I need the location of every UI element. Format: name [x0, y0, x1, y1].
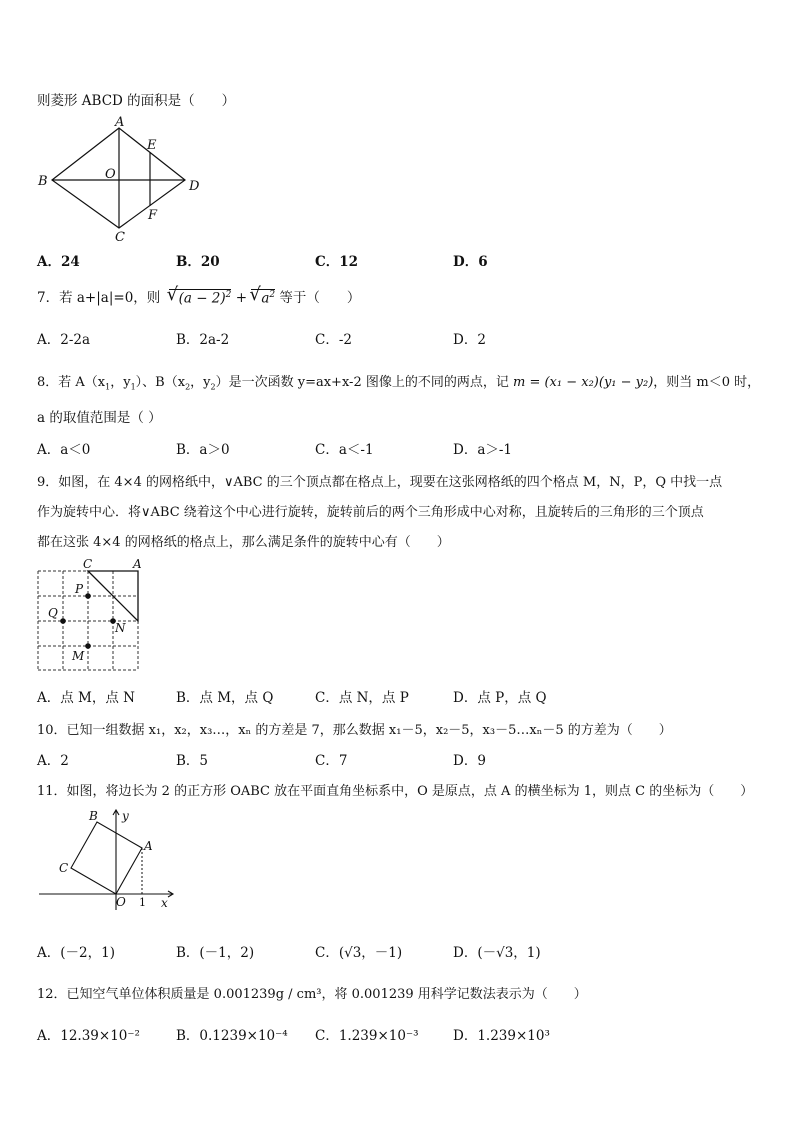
q9-option-a: A．点 M，点 N [37, 690, 135, 706]
grid-label-N: N [115, 621, 126, 635]
q7-option-a: A．2-2a [37, 332, 91, 348]
label-F: F [148, 208, 158, 223]
label-C: C [115, 230, 125, 244]
label-B: B [38, 174, 48, 189]
q11-option-b: B．(－1，2) [176, 945, 255, 961]
q7-expr-inner: (a − 2) [178, 290, 226, 306]
q7-stem-post: 等于（ ） [279, 290, 361, 306]
label-E: E [147, 138, 157, 153]
coordinate-figure [35, 806, 180, 916]
coord-label-C: C [59, 861, 69, 875]
q12-stem: 12．已知空气单位体积质量是 0.001239g / cm³，将 0.001239 用科学记数法表示为（ ） [37, 987, 587, 1002]
coord-label-O: O [116, 895, 126, 909]
q12-option-b: B．0.1239×10⁻⁴ [176, 1028, 288, 1044]
q7-plus: + [235, 290, 248, 306]
grid-label-C: C [83, 557, 93, 571]
rhombus-figure [30, 112, 210, 244]
q6-option-c: C．12 [315, 254, 359, 270]
q8-comma-y: ，y [110, 375, 131, 390]
q8-pre: 8．若 A（x [37, 375, 106, 390]
coord-label-B: B [89, 809, 98, 823]
q7-option-d: D．2 [453, 332, 486, 348]
q9-line-1: 9．如图，在 4×4 的网格纸中，∨ABC 的三个顶点都在格点上，现要在这张网格纸的四个格点 M，N，P，Q 中找一点 [37, 475, 723, 490]
q12-option-d: D．1.239×10³ [453, 1028, 550, 1044]
q7-sup: 2 [225, 289, 232, 300]
point-P [85, 593, 91, 599]
q8-option-c: C．a＜-1 [315, 442, 374, 458]
label-D: D [189, 179, 200, 194]
grid-label-P: P [75, 582, 84, 596]
grid-figure [30, 557, 145, 673]
q11-option-a: A．(－2，1) [37, 945, 115, 961]
q10-option-b: B．5 [176, 753, 209, 769]
q6-option-d: D．6 [453, 254, 488, 270]
q6-option-a: A．24 [37, 254, 80, 270]
q10-option-c: C．7 [315, 753, 348, 769]
q8-sub2: 2 [185, 382, 191, 392]
coord-label-y: y [122, 809, 129, 823]
coord-label-x: x [161, 896, 168, 910]
q11-option-c: C．(√3，－1) [315, 945, 403, 961]
q8-close2: ）是一次函数 y=ax+x-2 图像上的不同的两点，记 [215, 375, 509, 390]
q8-post: ，则当 m＜0 时， [653, 375, 761, 390]
q7-stem [37, 283, 361, 306]
q7-sup2: 2 [269, 289, 276, 300]
q9-option-b: B．点 M，点 Q [176, 690, 274, 706]
q9-option-c: C．点 N，点 P [315, 690, 409, 706]
q8-sub1b: 1 [130, 382, 136, 392]
q12-option-a: A．12.39×10⁻² [37, 1028, 140, 1044]
grid-label-Q: Q [48, 606, 58, 620]
q10-stem: 10．已知一组数据 x₁，x₂，x₃…，xₙ 的方差是 7，那么数据 x₁－5，x₂－5，x₃－5…xₙ－5 的方差为（ ） [37, 723, 672, 738]
q9-option-d: D．点 P，点 Q [453, 690, 547, 706]
label-A: A [115, 115, 125, 130]
coord-label-A: A [144, 839, 153, 853]
point-M [85, 643, 91, 649]
q7-option-b: B．2a-2 [176, 332, 230, 348]
grid-label-A: A [133, 557, 142, 571]
q10-option-d: D．9 [453, 753, 486, 769]
q6-stem: 则菱形 ABCD 的面积是（ ） [37, 93, 236, 109]
point-Q [60, 618, 66, 624]
q8-line-2: a 的取值范围是（ ） [37, 410, 162, 426]
q8-m-expr: m = (x₁ − x₂)(y₁ − y₂) [513, 375, 654, 390]
q6-option-b: B．20 [176, 254, 220, 270]
q7-a: a [261, 290, 270, 306]
q8-line-1 [37, 371, 760, 392]
label-O: O [105, 167, 116, 182]
q7-sqrt-1: √ $(a - 2)^2$ [166, 283, 232, 306]
q9-line-2: 作为旋转中心．将∨ABC 绕着这个中心进行旋转，旋转前后的两个三角形成中心对称，且旋转后的三角形的三个顶点 [37, 505, 704, 520]
q8-sub2b: 2 [210, 382, 216, 392]
q11-option-d: D．(－√3，1) [453, 945, 541, 961]
q8-option-a: A．a＜0 [37, 442, 91, 458]
q10-option-a: A．2 [37, 753, 69, 769]
q8-option-d: D．a＞-1 [453, 442, 513, 458]
q8-option-b: B．a＞0 [176, 442, 230, 458]
grid-label-M: M [72, 649, 85, 663]
q12-option-c: C．1.239×10⁻³ [315, 1028, 419, 1044]
coord-label-1: 1 [139, 896, 146, 909]
q8-sub1: 1 [105, 382, 111, 392]
q7-stem-pre: 7．若 a+|a|=0，则 [37, 290, 161, 306]
q7-sqrt-2: √ $a^2$ [249, 283, 276, 306]
q8-close: ）、B（x [135, 375, 186, 390]
q8-comma-y2: ，y [190, 375, 211, 390]
q9-line-3: 都在这张 4×4 的网格纸的格点上，那么满足条件的旋转中心有（ ） [37, 535, 450, 550]
q7-option-c: C．-2 [315, 332, 352, 348]
q11-stem: 11．如图，将边长为 2 的正方形 OABC 放在平面直角坐标系中，O 是原点，点 A 的横坐标为 1，则点 C 的坐标为（ ） [37, 784, 754, 799]
